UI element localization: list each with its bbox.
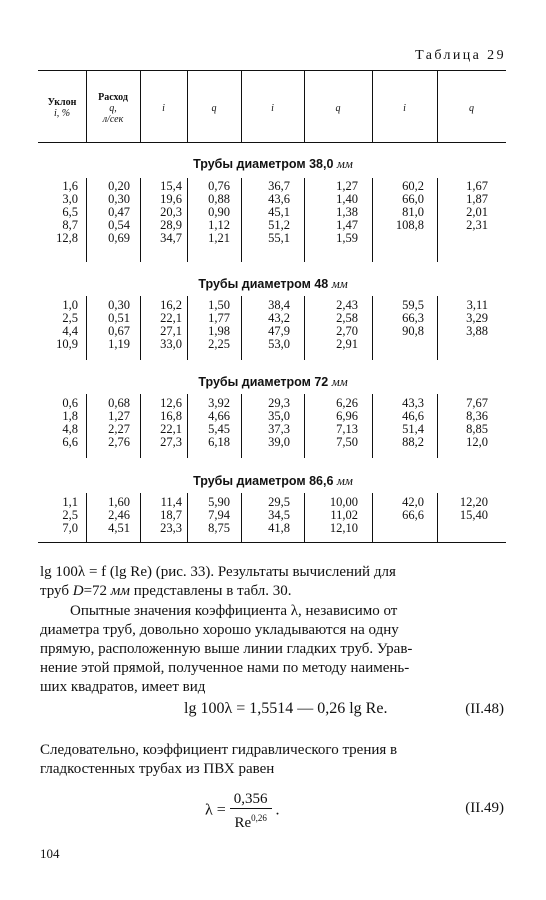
cell-slope: 2,5	[62, 508, 78, 522]
cell-q: 1,67	[466, 179, 488, 193]
fraction-numerator: 0,356	[230, 790, 272, 809]
cell-i: 43,6	[268, 192, 290, 206]
cell-flow: 0,20	[108, 179, 130, 193]
cell-q: 8,36	[466, 409, 488, 423]
cell-i: 45,1	[268, 205, 290, 219]
cell-i: 47,9	[268, 324, 290, 338]
cell-q: 1,87	[466, 192, 488, 206]
header-q-3: q	[469, 103, 474, 114]
cell-i: 51,4	[402, 422, 424, 436]
cell-slope: 3,0	[62, 192, 78, 206]
text-line: нение этой прямой, полученное нами по методу наимень-	[40, 660, 410, 676]
page-number: 104	[40, 846, 60, 861]
section-title-text: Трубы диаметром 86,6	[193, 474, 334, 488]
cell-q: 2,25	[208, 337, 230, 351]
text-line: прямую, расположенную выше линии гладких труб. Урав-	[40, 641, 413, 657]
cell-i: 34,7	[160, 231, 182, 245]
cell-slope: 4,8	[62, 422, 78, 436]
cell-q: 8,75	[208, 521, 230, 535]
text-fragment: =72	[83, 583, 111, 599]
cell-i: 55,1	[268, 231, 290, 245]
header-q-2: q	[335, 103, 341, 114]
cell-i: 66,3	[402, 311, 424, 325]
section-title-text: Трубы диаметром 48	[198, 277, 329, 291]
cell-i: 19,6	[160, 192, 182, 206]
cell-slope: 1,6	[62, 179, 78, 193]
cell-i: 33,0	[160, 337, 182, 351]
section-title-unit: мм	[331, 375, 348, 389]
cell-flow: 2,46	[108, 508, 130, 522]
equation-II48: lg 100λ = 1,5514 — 0,26 lg Re.	[184, 700, 388, 717]
text-fragment: представлены в табл. 30.	[129, 583, 292, 599]
cell-i: 29,3	[268, 396, 290, 410]
cell-flow: 0,30	[108, 192, 130, 206]
cell-i: 81,0	[402, 205, 424, 219]
header-flow-symbol: q,	[109, 103, 117, 114]
table-top-rule	[38, 70, 506, 71]
text-line: Опытные значения коэффициента λ, независимо от	[70, 603, 398, 619]
cell-q: 1,40	[336, 192, 358, 206]
cell-q: 3,29	[466, 311, 488, 325]
section-title	[0, 375, 546, 390]
section-title-unit: мм	[336, 157, 353, 171]
cell-q: 11,02	[330, 508, 358, 522]
header-q-1: q	[211, 103, 217, 114]
cell-q: 1,59	[336, 231, 358, 245]
paragraph-conclusion	[40, 741, 506, 779]
equation-lhs: λ =	[205, 801, 226, 819]
text-line: диаметра труб, довольно хорошо укладываются на одну	[40, 622, 399, 638]
cell-i: 15,4	[160, 179, 182, 193]
cell-q: 1,38	[336, 205, 358, 219]
cell-q: 0,90	[208, 205, 230, 219]
cell-slope: 1,8	[62, 409, 78, 423]
cell-i: 34,5	[268, 508, 290, 522]
section-title	[0, 277, 546, 292]
cell-q: 1,50	[208, 298, 230, 312]
cell-i: 22,1	[160, 422, 182, 436]
section-title-unit: мм	[331, 277, 348, 291]
cell-q: 5,90	[208, 495, 230, 509]
header-i-2: i	[271, 103, 274, 114]
cell-slope: 8,7	[62, 218, 78, 232]
header-slope	[38, 97, 86, 119]
cell-q: 6,96	[336, 409, 358, 423]
cell-i: 27,3	[160, 435, 182, 449]
cell-i: 36,7	[268, 179, 290, 193]
symbol-diameter: D	[72, 583, 84, 599]
cell-flow: 0,30	[108, 298, 130, 312]
cell-slope: 2,5	[62, 311, 78, 325]
cell-q: 5,45	[208, 422, 230, 436]
cell-q: 2,01	[466, 205, 488, 219]
cell-i: 88,2	[402, 435, 424, 449]
cell-flow: 0,67	[108, 324, 130, 338]
section-title	[0, 474, 546, 489]
table-row	[0, 522, 546, 535]
section-title-text: Трубы диаметром 72	[198, 375, 329, 389]
paragraph-results	[40, 563, 506, 601]
cell-i: 108,8	[395, 218, 424, 232]
text-line: lg 100λ = f (lg Re) (рис. 33). Результаты вычислений для	[40, 564, 396, 580]
cell-q: 3,11	[466, 298, 488, 312]
cell-q: 15,40	[459, 508, 488, 522]
header-flow	[86, 92, 140, 125]
cell-i: 66,6	[402, 508, 424, 522]
cell-i: 59,5	[402, 298, 424, 312]
cell-slope: 6,5	[62, 205, 78, 219]
cell-flow: 1,27	[108, 409, 130, 423]
cell-flow: 4,51	[108, 521, 130, 535]
cell-i: 20,3	[160, 205, 182, 219]
header-flow-unit: л/сек	[102, 114, 124, 125]
cell-q: 6,26	[336, 396, 358, 410]
cell-q: 7,67	[466, 396, 488, 410]
cell-i: 39,0	[268, 435, 290, 449]
text-fragment: труб	[40, 583, 73, 599]
cell-slope: 12,8	[56, 231, 78, 245]
equation-number-II48: (II.48)	[465, 701, 504, 717]
cell-q: 2,58	[336, 311, 358, 325]
cell-q: 0,88	[208, 192, 230, 206]
cell-i: 16,2	[160, 298, 182, 312]
cell-i: 51,2	[268, 218, 290, 232]
cell-slope: 6,6	[62, 435, 78, 449]
cell-q: 2,91	[336, 337, 358, 351]
cell-i: 60,2	[402, 179, 424, 193]
cell-i: 53,0	[268, 337, 290, 351]
cell-i: 43,2	[268, 311, 290, 325]
denominator-exponent: 0,26	[251, 813, 267, 823]
cell-i: 23,3	[160, 521, 182, 535]
cell-q: 7,50	[336, 435, 358, 449]
header-i-1: i	[162, 103, 165, 114]
cell-q: 2,70	[336, 324, 358, 338]
cell-i: 38,4	[268, 298, 290, 312]
cell-slope: 10,9	[56, 337, 78, 351]
table-bottom-rule	[38, 542, 506, 543]
cell-q: 4,66	[208, 409, 230, 423]
text-line: Следовательно, коэффициент гидравлического трения в	[40, 742, 398, 758]
header-slope-unit: i, %	[53, 108, 71, 119]
cell-q: 6,18	[208, 435, 230, 449]
text-line: гладкостенных трубах из ПВХ равен	[40, 761, 275, 777]
text-line: ших квадратов, имеет вид	[40, 679, 206, 695]
table-header-rule	[38, 142, 506, 143]
cell-i: 41,8	[268, 521, 290, 535]
section-title-unit: мм	[336, 474, 353, 488]
cell-q: 8,85	[466, 422, 488, 436]
cell-slope: 4,4	[62, 324, 78, 338]
cell-i: 43,3	[402, 396, 424, 410]
cell-q: 1,27	[336, 179, 358, 193]
fraction-denominator	[230, 809, 272, 832]
cell-i: 90,8	[402, 324, 424, 338]
unit-mm: мм	[110, 583, 130, 599]
cell-flow: 0,68	[108, 396, 130, 410]
cell-q: 2,31	[466, 218, 488, 232]
cell-q: 1,47	[336, 218, 358, 232]
cell-i: 12,6	[160, 396, 182, 410]
table-row	[0, 232, 546, 245]
cell-q: 3,92	[208, 396, 230, 410]
cell-q: 7,94	[208, 508, 230, 522]
cell-flow: 0,51	[108, 311, 130, 325]
table-row	[0, 436, 546, 449]
fraction	[230, 790, 272, 832]
cell-q: 0,76	[208, 179, 230, 193]
cell-i: 29,5	[268, 495, 290, 509]
cell-i: 42,0	[402, 495, 424, 509]
cell-q: 12,0	[466, 435, 488, 449]
cell-flow: 1,19	[108, 337, 130, 351]
cell-q: 3,88	[466, 324, 488, 338]
cell-flow: 0,54	[108, 218, 130, 232]
cell-i: 66,0	[402, 192, 424, 206]
section-title	[0, 157, 546, 172]
cell-q: 2,43	[336, 298, 358, 312]
cell-i: 37,3	[268, 422, 290, 436]
header-i-3: i	[403, 103, 406, 114]
cell-q: 1,98	[208, 324, 230, 338]
cell-q: 1,21	[208, 231, 230, 245]
equation-II49	[205, 790, 280, 832]
cell-i: 11,4	[160, 495, 182, 509]
cell-slope: 7,0	[62, 521, 78, 535]
cell-i: 46,6	[402, 409, 424, 423]
cell-slope: 1,1	[62, 495, 78, 509]
cell-flow: 2,76	[108, 435, 130, 449]
cell-q: 1,77	[208, 311, 230, 325]
cell-flow: 0,69	[108, 231, 130, 245]
cell-q: 7,13	[336, 422, 358, 436]
cell-i: 18,7	[160, 508, 182, 522]
cell-i: 27,1	[160, 324, 182, 338]
cell-i: 28,9	[160, 218, 182, 232]
table-row	[0, 338, 546, 351]
cell-slope: 1,0	[62, 298, 78, 312]
table-caption: Таблица 29	[415, 48, 506, 63]
cell-flow: 0,47	[108, 205, 130, 219]
paragraph-experimental	[40, 602, 506, 697]
header-slope-label: Уклон	[47, 97, 77, 108]
cell-q: 12,10	[329, 521, 358, 535]
cell-q: 10,00	[329, 495, 358, 509]
cell-i: 22,1	[160, 311, 182, 325]
denominator-base: Re	[234, 815, 252, 831]
cell-i: 35,0	[268, 409, 290, 423]
cell-flow: 1,60	[108, 495, 130, 509]
cell-q: 1,12	[208, 218, 230, 232]
cell-slope: 0,6	[62, 396, 78, 410]
cell-i: 16,8	[160, 409, 182, 423]
equation-end-period: .	[275, 801, 280, 819]
section-title-text: Трубы диаметром 38,0	[193, 157, 334, 171]
text-line	[40, 582, 506, 601]
equation-number-II49: (II.49)	[465, 800, 504, 816]
cell-q: 12,20	[459, 495, 488, 509]
header-flow-label: Расход	[98, 92, 128, 103]
cell-flow: 2,27	[108, 422, 130, 436]
